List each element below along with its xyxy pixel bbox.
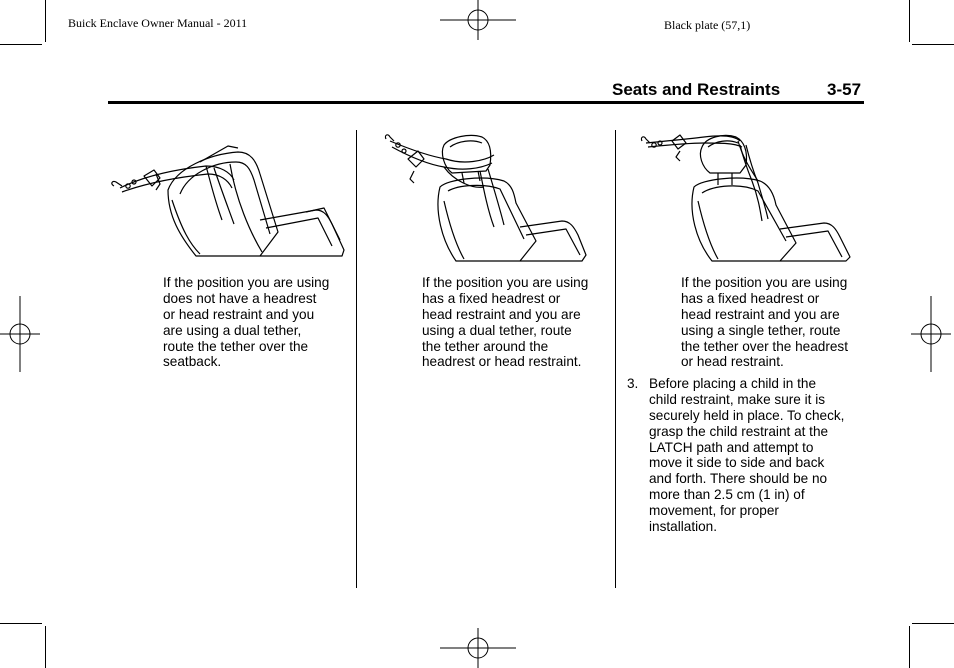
- text-line: using a single tether, route: [681, 322, 841, 338]
- text-line: LATCH path and attempt to: [649, 439, 814, 455]
- text-line: has a fixed headrest or: [681, 290, 820, 306]
- page-number: 3-57: [827, 80, 862, 99]
- text-line: route the tether over the: [163, 338, 309, 354]
- text-line: headrest or head restraint.: [422, 354, 582, 370]
- step-number: 3.: [627, 376, 639, 391]
- column-divider: [356, 130, 357, 588]
- text-line: installation.: [649, 519, 718, 535]
- text-line: or head restraint and you: [163, 306, 315, 322]
- text-line: If the position you are using: [163, 275, 330, 290]
- text-line: Before placing a child in the: [649, 376, 817, 391]
- text-line: more than 2.5 cm (1 in) of: [649, 487, 805, 503]
- crop-mark: [909, 0, 910, 42]
- crop-mark: [45, 626, 46, 668]
- text-line: If the position you are using: [422, 275, 589, 290]
- text-line: If the position you are using: [681, 275, 848, 290]
- text-line: move it side to side and back: [649, 455, 825, 471]
- plate-label: Black plate (57,1): [664, 18, 751, 32]
- step-paragraph: [649, 376, 844, 535]
- crop-mark: [912, 623, 954, 624]
- crop-mark: [909, 626, 910, 668]
- crop-mark: [0, 623, 42, 624]
- text-line: does not have a headrest: [163, 290, 317, 306]
- heading-rule: [108, 101, 864, 104]
- seat-tether-illustration-1: [110, 140, 346, 262]
- registration-mark-bottom: [440, 628, 516, 668]
- text-line: or head restraint.: [681, 354, 784, 370]
- text-line: the tether over the headrest: [681, 338, 849, 354]
- registration-mark-left: [0, 296, 40, 372]
- column-divider: [615, 130, 616, 588]
- column-1-paragraph: [163, 275, 329, 370]
- crop-mark: [912, 44, 954, 45]
- column-2-paragraph: [422, 275, 588, 370]
- text-line: child restraint, make sure it is: [649, 391, 826, 407]
- running-title: Buick Enclave Owner Manual - 2011: [68, 16, 248, 30]
- text-line: grasp the child restraint at the: [649, 423, 829, 439]
- text-line: has a fixed headrest or: [422, 290, 561, 306]
- text-line: head restraint and you are: [422, 306, 581, 322]
- crop-mark: [45, 0, 46, 42]
- seat-tether-illustration-2: [384, 131, 588, 263]
- text-line: movement, for proper: [649, 503, 779, 519]
- seat-tether-illustration-3: [640, 131, 852, 263]
- crop-mark: [0, 44, 42, 45]
- text-line: are using a dual tether,: [163, 322, 302, 338]
- text-line: using a dual tether, route: [422, 322, 572, 338]
- text-line: and forth. There should be no: [649, 471, 828, 487]
- registration-mark-right: [911, 296, 951, 372]
- text-line: the tether around the: [422, 338, 549, 354]
- section-title: Seats and Restraints: [612, 80, 781, 99]
- column-3-paragraph: [681, 275, 848, 370]
- text-line: securely held in place. To check,: [649, 407, 845, 423]
- registration-mark-top: [440, 0, 516, 40]
- text-line: seatback.: [163, 354, 222, 370]
- text-line: head restraint and you are: [681, 306, 840, 322]
